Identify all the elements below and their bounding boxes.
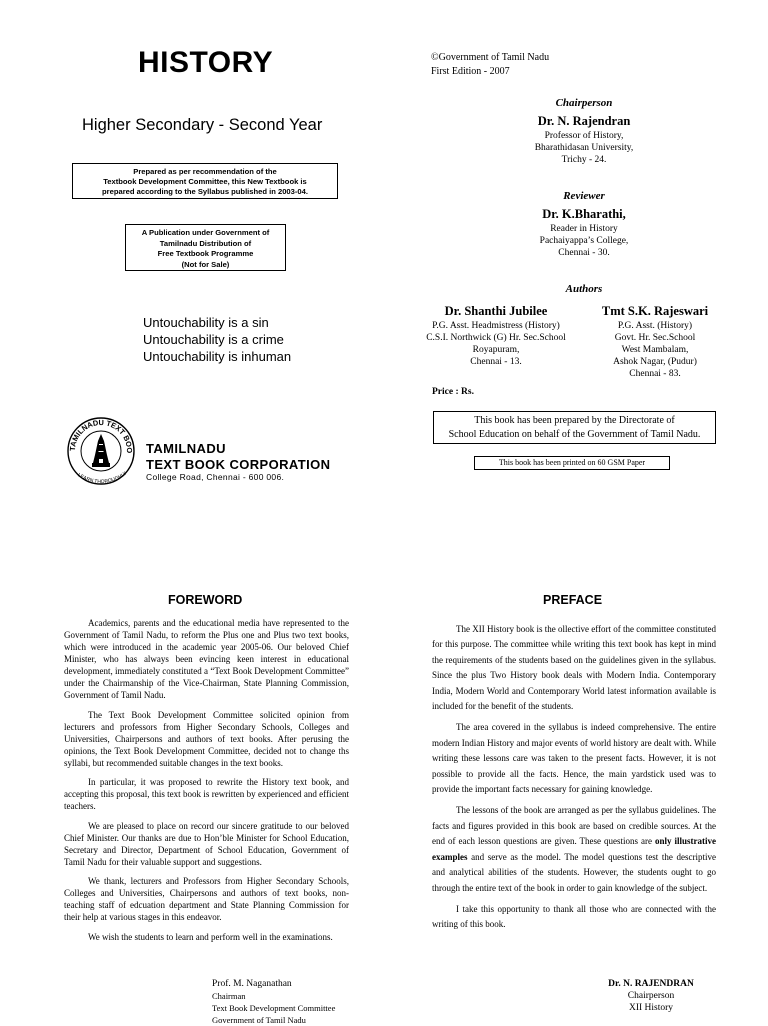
chairperson-detail: Trichy - 24. [561, 155, 607, 165]
corporation-address: College Road, Chennai - 600 006. [146, 472, 285, 482]
foreword-paragraph: Academics, parents and the educational media have represented to the Government of Tamil Nadu, to reform the Plus one and Plus two text books, which were introduced in the academic year 2005-06. Our beloved Chief Minister, who has always been evincing keen interest in educational development, immediately constituted a “Text Book Development Committee” under the Chairmanship of the Vice-Chairman, State Planning Commission, Government of Tamil Nadu. [64, 618, 349, 700]
signatory-title: Government of Tamil Nadu [212, 1015, 306, 1025]
foreword-paragraph: In particular, it was proposed to rewrite the History text book, and accepting this proposal, this text book is rewritten by experienced and efficient teachers. [64, 777, 349, 811]
foreword-paragraph: The Text Book Development Committee solicited opinion from lecturers and professors from Higher Secondary Schools, Colleges and Universities, Chairpersons and authors of text books. After perusing the opinions, the Text Book Development Committee, decided not to change ths syllabi, but recommended suitable changes in the text books. [64, 709, 349, 768]
reviewer-detail: Chennai - 30. [558, 248, 610, 258]
edition-line: First Edition - 2007 [431, 65, 510, 77]
preface-emphasis: only illustrative examples [432, 836, 716, 862]
temple-tower-icon [92, 434, 110, 467]
signatory-name: Dr. N. RAJENDRAN [608, 979, 694, 989]
chairperson-role: Chairperson [555, 97, 613, 109]
copyright-notice [431, 51, 549, 78]
preface-paragraph [432, 803, 716, 895]
foreword-heading: FOREWORD [168, 593, 243, 607]
preface-body [432, 622, 716, 939]
foreword-signature [212, 978, 335, 1026]
slogan-line: Untouchability is inhuman [143, 349, 292, 364]
authors-label: Authors [565, 283, 603, 295]
reviewer-role: Reviewer [563, 190, 605, 202]
chairperson-detail: Professor of History, [544, 131, 624, 141]
publication-line: A Publication under Government of [141, 228, 270, 237]
foreword-paragraph: We wish the students to learn and perform well in the examinations. [88, 931, 333, 942]
reviewer-detail: Pachaiyappa’s College, [539, 236, 629, 246]
author-detail: Royapuram, [472, 345, 520, 355]
author-detail: Chennai - 83. [629, 369, 681, 379]
author-name: Dr. Shanthi Jubilee [444, 304, 548, 318]
foreword-paragraph: We thank, lecturers and Professors from Higher Secondary Schools, Colleges and Universities, Chairpersons and authors of text books, non-teaching staff of edcuation department and State Planning Commission for their help at various stages in this endeavor. [64, 876, 349, 922]
author-detail: Ashok Nagar, (Pudur) [613, 357, 697, 367]
chairperson-detail: Bharathidasan University, [534, 143, 634, 153]
author-name: Tmt S.K. Rajeswari [601, 304, 709, 318]
recommendation-line: Prepared as per recommendation of the [133, 167, 277, 176]
price-label: Price : Rs. [432, 387, 474, 397]
corporation-seal-logo [65, 413, 137, 491]
publication-line: (Not for Sale) [181, 259, 230, 269]
preface-paragraph: I take this opportunity to thank all those who are connected with the writing of this book. [432, 903, 716, 930]
recommendation-line: prepared according to the Syllabus published in 2003-04. [102, 187, 308, 196]
preface-text: The lessons of the book are arranged as per the syllabus guidelines. The facts and figures provided in this book are based on credible sources. At the end of each lesson questions are given. These questions are [432, 805, 716, 847]
slogan-line: Untouchability is a sin [143, 315, 269, 330]
author-detail: C.S.I. Northwick (G) Hr. Sec.School [426, 333, 566, 343]
foreword-body [64, 617, 349, 950]
preface-heading: PREFACE [543, 593, 603, 607]
svg-text:LEARN THOROUGHLY: LEARN THOROUGHLY [76, 470, 129, 486]
directorate-line: School Education on behalf of the Government of Tamil Nadu. [448, 429, 701, 440]
signatory-title: Chairperson [627, 991, 675, 1001]
author-detail: Govt. Hr. Sec.School [614, 333, 696, 343]
directorate-box [433, 411, 716, 444]
recommendation-box [72, 163, 338, 199]
author-1 [412, 303, 580, 368]
signatory-name: Prof. M. Naganathan [212, 979, 292, 989]
publication-box [125, 224, 286, 271]
preface-text: and serve as the model. The model questions test the descriptive and analytical abilities of the students. However, the students ought to go through the entire text of the book in order to gain knowledge of the subject. [432, 851, 716, 893]
paper-note-box: This book has been printed on 60 GSM Paper [474, 456, 670, 470]
corporation-name [146, 441, 330, 473]
authors-label-block [424, 283, 744, 295]
book-title: HISTORY [138, 46, 274, 79]
chairperson-name: Dr. N. Rajendran [537, 114, 631, 128]
corporation-name-line2: TEXT BOOK CORPORATION [146, 457, 331, 472]
author-2 [590, 303, 720, 380]
slogan-line: Untouchability is a crime [143, 332, 284, 347]
signatory-title: XII History [628, 1003, 674, 1013]
publication-line: Free Textbook Programme [157, 249, 254, 258]
book-subtitle: Higher Secondary - Second Year [82, 116, 323, 134]
reviewer-name: Dr. K.Bharathi, [542, 207, 626, 221]
directorate-line: This book has been prepared by the Directorate of [474, 415, 675, 426]
corporation-name-line1: TAMILNADU [146, 441, 226, 456]
preface-paragraph: The area covered in the syllabus is indeed comprehensive. The entire modern Indian History and major events of world history are dealt with. While writing these lessons care was taken to the present facts. However, it is not possible to provide all the facts. Hence, the main yardstick used was to provide the important facts necessary for gaining knowledge. [432, 722, 716, 795]
reviewer-detail: Reader in History [550, 224, 618, 234]
untouchability-slogans [143, 314, 291, 365]
author-detail: Chennai - 13. [470, 357, 522, 367]
preface-paragraph: The XII History book is the ollective effort of the committee constituted for this purpose. The committee while writing this text book has kept in mind the requirements of the students based on the guidelines given in the syllabus. Since the plus Two History book deals with Modern India. Contemporary India, Modern World and Contemporary World latest information available is included for the benefit of the students. [432, 624, 717, 712]
signatory-title: Chairman [212, 991, 246, 1001]
recommendation-line: Textbook Development Committee, this New Textbook is [103, 177, 307, 186]
foreword-paragraph: We are pleased to place on record our sincere gratitude to our beloved Chief Minister. Our thanks are due to Hon’ble Minister for School Education, Secretary and Director, Department of School Education, Government of Tamil Nadu for their valuable support and suggestions. [64, 820, 349, 867]
svg-text:TAMILNADU TEXT BOOK CORPORATIO: TAMILNADU TEXT BOO [67, 417, 135, 454]
seal-emblem-icon [65, 413, 137, 491]
chairperson-block [424, 97, 744, 166]
author-detail: P.G. Asst. (History) [617, 321, 693, 331]
author-detail: P.G. Asst. Headmistress (History) [432, 321, 560, 331]
signatory-title: Text Book Development Committee [212, 1003, 336, 1013]
reviewer-block [424, 190, 744, 259]
publication-line: Tamilnadu Distribution of [159, 238, 252, 248]
copyright-line: ©Government of Tamil Nadu [431, 52, 550, 63]
preface-signature [586, 978, 716, 1014]
author-detail: West Mambalam, [621, 345, 689, 355]
